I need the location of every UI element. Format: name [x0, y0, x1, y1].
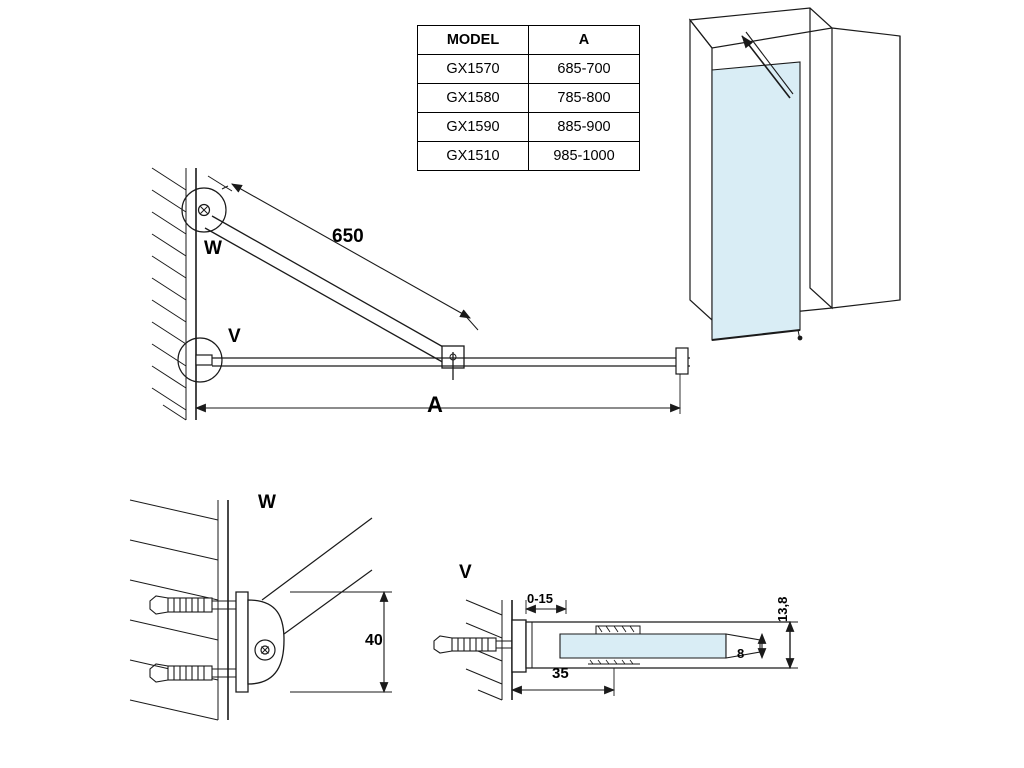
perspective-view: [690, 8, 900, 340]
dimension-40: 40: [365, 632, 383, 649]
cell-model: GX1570: [418, 55, 529, 84]
label-v-detail: V: [459, 562, 472, 583]
cell-a: 985-1000: [529, 142, 640, 171]
dimension-35: 35: [552, 665, 569, 682]
table-header-a: A: [529, 26, 640, 55]
cell-a: 885-900: [529, 113, 640, 142]
elevation-view: [152, 168, 690, 420]
dimension-a: A: [427, 392, 443, 417]
cell-model: GX1590: [418, 113, 529, 142]
label-v-elevation: V: [228, 326, 241, 347]
cell-a: 685-700: [529, 55, 640, 84]
dimension-0-15: 0-15: [527, 591, 554, 606]
cell-model: GX1580: [418, 84, 529, 113]
cell-a: 785-800: [529, 84, 640, 113]
dimension-13-8: 13,8: [775, 596, 790, 622]
detail-w: [130, 500, 392, 720]
cell-model: GX1510: [418, 142, 529, 171]
label-w-detail: W: [258, 492, 276, 513]
dimension-650: 650: [332, 226, 364, 247]
table-header-model: MODEL: [418, 26, 529, 55]
dimension-8: 8: [737, 646, 745, 661]
label-w-elevation: W: [204, 238, 222, 259]
